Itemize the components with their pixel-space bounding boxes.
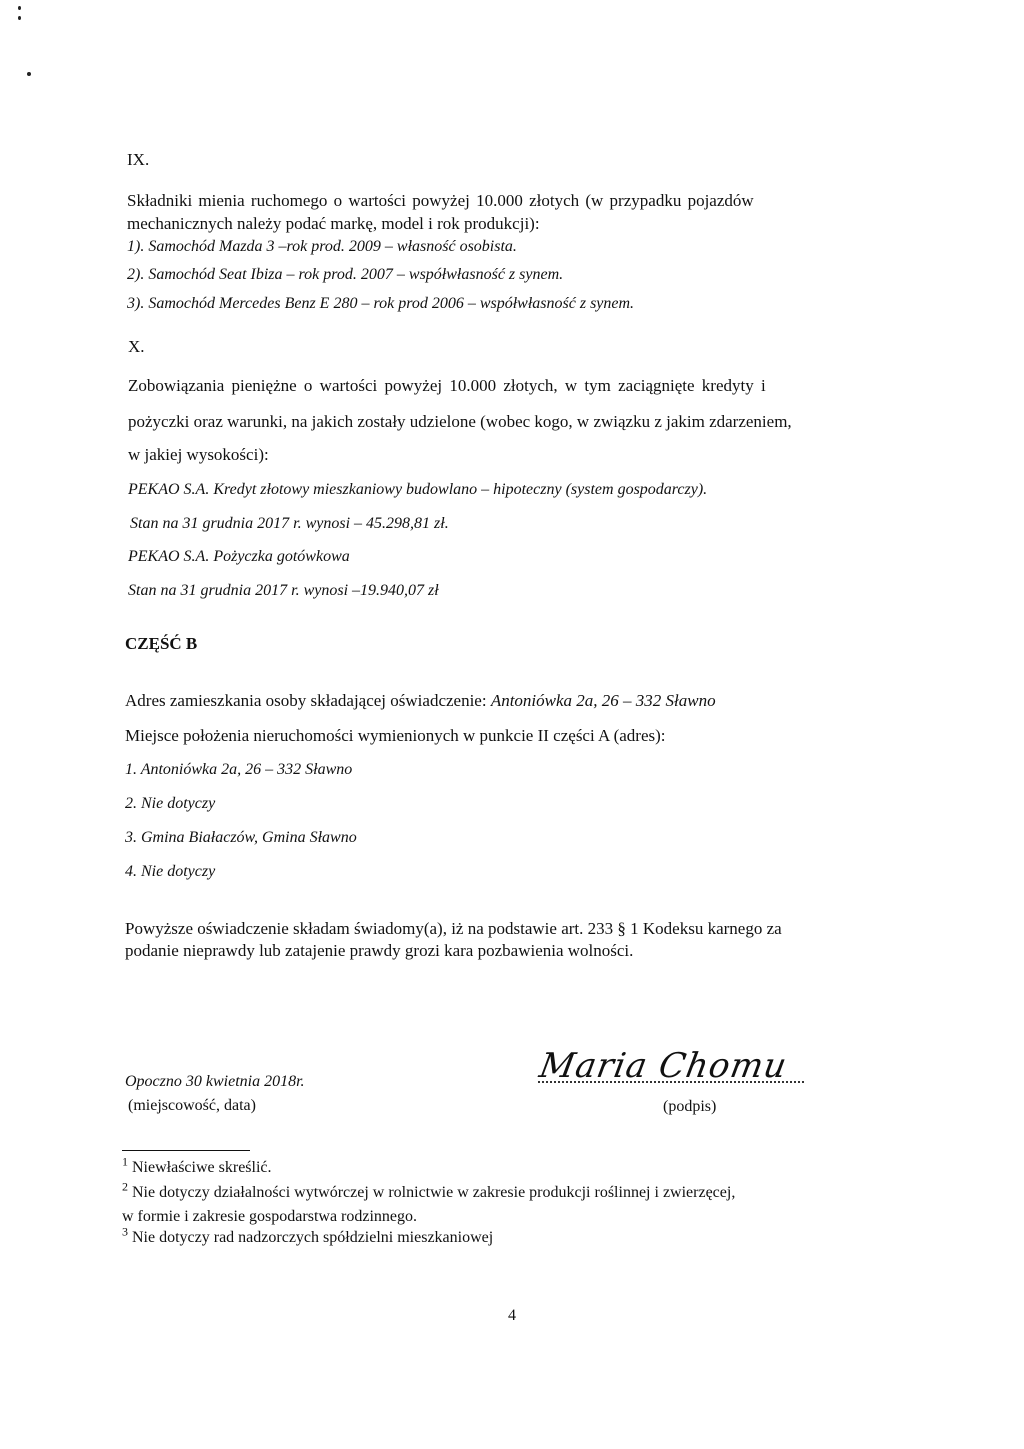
section-x-item: Stan na 31 grudnia 2017 r. wynosi –19.940,07 zł bbox=[128, 582, 439, 599]
page-number: 4 bbox=[508, 1307, 516, 1324]
section-ix-intro-line1: Składniki mienia ruchomego o wartości powyżej 10.000 złotych (w przypadku pojazdów bbox=[127, 191, 754, 210]
section-ix-heading: IX. bbox=[127, 150, 150, 169]
footnote-3 bbox=[122, 1224, 494, 1248]
handwritten-signature: Maria Chomu bbox=[536, 1046, 791, 1086]
section-ix-intro-line2: mechanicznych należy podać markę, model i rok produkcji): bbox=[127, 214, 540, 233]
address-label: Adres zamieszkania osoby składającej oświadczenie: bbox=[125, 691, 491, 710]
section-ix-item: 2). Samochód Seat Ibiza – rok prod. 2007 – współwłasność z synem. bbox=[127, 266, 564, 283]
signature-caption: (podpis) bbox=[663, 1098, 717, 1115]
footnote-1 bbox=[122, 1154, 272, 1178]
footnote-text: Niewłaściwe skreślić. bbox=[132, 1159, 272, 1176]
section-x-item: Stan na 31 grudnia 2017 r. wynosi – 45.298,81 zł. bbox=[130, 515, 449, 532]
section-x-item: PEKAO S.A. Pożyczka gotówkowa bbox=[128, 548, 350, 565]
scan-speck bbox=[27, 72, 31, 76]
footnote-mark: 1 bbox=[122, 1154, 128, 1169]
statement-line1: Powyższe oświadczenie składam świadomy(a), iż na podstawie art. 233 § 1 Kodeksu karnego za bbox=[125, 919, 782, 938]
section-x-heading: X. bbox=[128, 337, 145, 356]
section-ix-item: 1). Samochód Mazda 3 –rok prod. 2009 – własność osobista. bbox=[127, 238, 517, 255]
section-x-intro-line1: Zobowiązania pieniężne o wartości powyżej 10.000 złotych, w tym zaciągnięte kredyty i bbox=[128, 376, 766, 395]
place-date: Opoczno 30 kwietnia 2018r. bbox=[125, 1073, 305, 1090]
footnote-2 bbox=[122, 1179, 736, 1203]
statement-line2: podanie nieprawdy lub zatajenie prawdy grozi kara pozbawienia wolności. bbox=[125, 941, 634, 960]
footnote-2-continued: w formie i zakresie gospodarstwa rodzinnego. bbox=[122, 1208, 418, 1225]
address-line bbox=[125, 690, 716, 712]
footnote-text: Nie dotyczy rad nadzorczych spółdzielni mieszkaniowej bbox=[132, 1229, 494, 1246]
location-item: 4. Nie dotyczy bbox=[125, 863, 216, 880]
footnote-mark: 2 bbox=[122, 1179, 128, 1194]
footnote-mark: 3 bbox=[122, 1224, 128, 1239]
location-item: 1. Antoniówka 2a, 26 – 332 Sławno bbox=[125, 761, 353, 778]
scan-speck bbox=[18, 6, 21, 10]
location-item: 3. Gmina Białaczów, Gmina Sławno bbox=[125, 829, 357, 846]
location-label: Miejsce położenia nieruchomości wymienionych w punkcie II części A (adres): bbox=[125, 726, 666, 745]
location-item: 2. Nie dotyczy bbox=[125, 795, 216, 812]
section-x-item: PEKAO S.A. Kredyt złotowy mieszkaniowy budowlano – hipoteczny (system gospodarczy). bbox=[128, 481, 708, 498]
scan-speck bbox=[18, 16, 21, 20]
part-b-heading: CZĘŚĆ B bbox=[125, 634, 198, 653]
section-x-intro-line2: pożyczki oraz warunki, na jakich zostały udzielone (wobec kogo, w związku z jakim zdarzeniem, bbox=[128, 412, 792, 431]
section-x-intro-line3: w jakiej wysokości): bbox=[128, 445, 269, 464]
place-date-caption: (miejscowość, data) bbox=[128, 1097, 256, 1114]
footnote-text: Nie dotyczy działalności wytwórczej w rolnictwie w zakresie produkcji roślinnej i zwierzęcej, bbox=[132, 1184, 736, 1201]
footnote-separator bbox=[122, 1150, 250, 1151]
address-value: Antoniówka 2a, 26 – 332 Sławno bbox=[490, 691, 716, 710]
section-ix-item: 3). Samochód Mercedes Benz E 280 – rok prod 2006 – współwłasność z synem. bbox=[127, 295, 635, 312]
